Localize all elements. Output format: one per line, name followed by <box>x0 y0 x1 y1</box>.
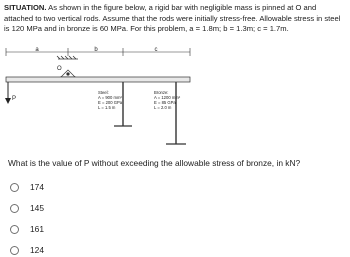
dimension-c-label: c <box>154 47 158 53</box>
pin-label-o: O <box>57 66 62 72</box>
radio-button[interactable] <box>10 183 19 192</box>
option-label: 124 <box>30 245 44 255</box>
dimension-a-label: a <box>35 47 39 53</box>
figure-diagram <box>0 44 230 154</box>
load-label-p: P <box>12 96 17 102</box>
option-2[interactable] <box>10 201 44 215</box>
dimension-line <box>6 48 190 56</box>
question-text: What is the value of P without exceeding the allowable stress of bronze, in kN? <box>8 158 301 168</box>
option-label: 174 <box>30 182 44 192</box>
problem-heading: SITUATION. <box>4 3 47 12</box>
steel-length: L = 1.5 m <box>98 105 116 110</box>
steel-title: Steel: <box>98 90 109 95</box>
bronze-title: Bronze: <box>154 90 169 95</box>
bronze-length: L = 2.0 m <box>154 105 172 110</box>
steel-properties <box>98 90 123 110</box>
option-3[interactable] <box>10 222 44 236</box>
radio-button[interactable] <box>10 225 19 234</box>
load-arrow-p <box>5 82 11 104</box>
option-label: 161 <box>30 224 44 234</box>
steel-modulus: E = 200 GPa <box>98 100 123 105</box>
rigid-bar <box>6 77 190 82</box>
bronze-properties <box>154 90 181 110</box>
problem-body: As shown in the figure below, a rigid bar with negligible mass is pinned at O and attached to two vertical rods. Assume that the rods were initially stress-free. Allowable stress in steel is 120 MPa and in bronze is 60 MPa. For this problem, a = 1.8m; b = 1.3m; c = 1.7m. <box>4 3 341 34</box>
dimension-b-label: b <box>94 47 98 53</box>
option-4[interactable] <box>10 243 44 257</box>
radio-button[interactable] <box>10 204 19 213</box>
pin-support-o <box>60 70 76 77</box>
bronze-modulus: E = 85 GPa <box>154 100 176 105</box>
option-1[interactable] <box>10 180 44 194</box>
ceiling-support-left <box>57 56 78 59</box>
problem-statement <box>4 3 346 35</box>
option-label: 145 <box>30 203 44 213</box>
steel-area: A = 900 mm² <box>98 95 122 100</box>
bronze-area: A = 1200 mm² <box>154 95 181 100</box>
radio-button[interactable] <box>10 246 19 255</box>
